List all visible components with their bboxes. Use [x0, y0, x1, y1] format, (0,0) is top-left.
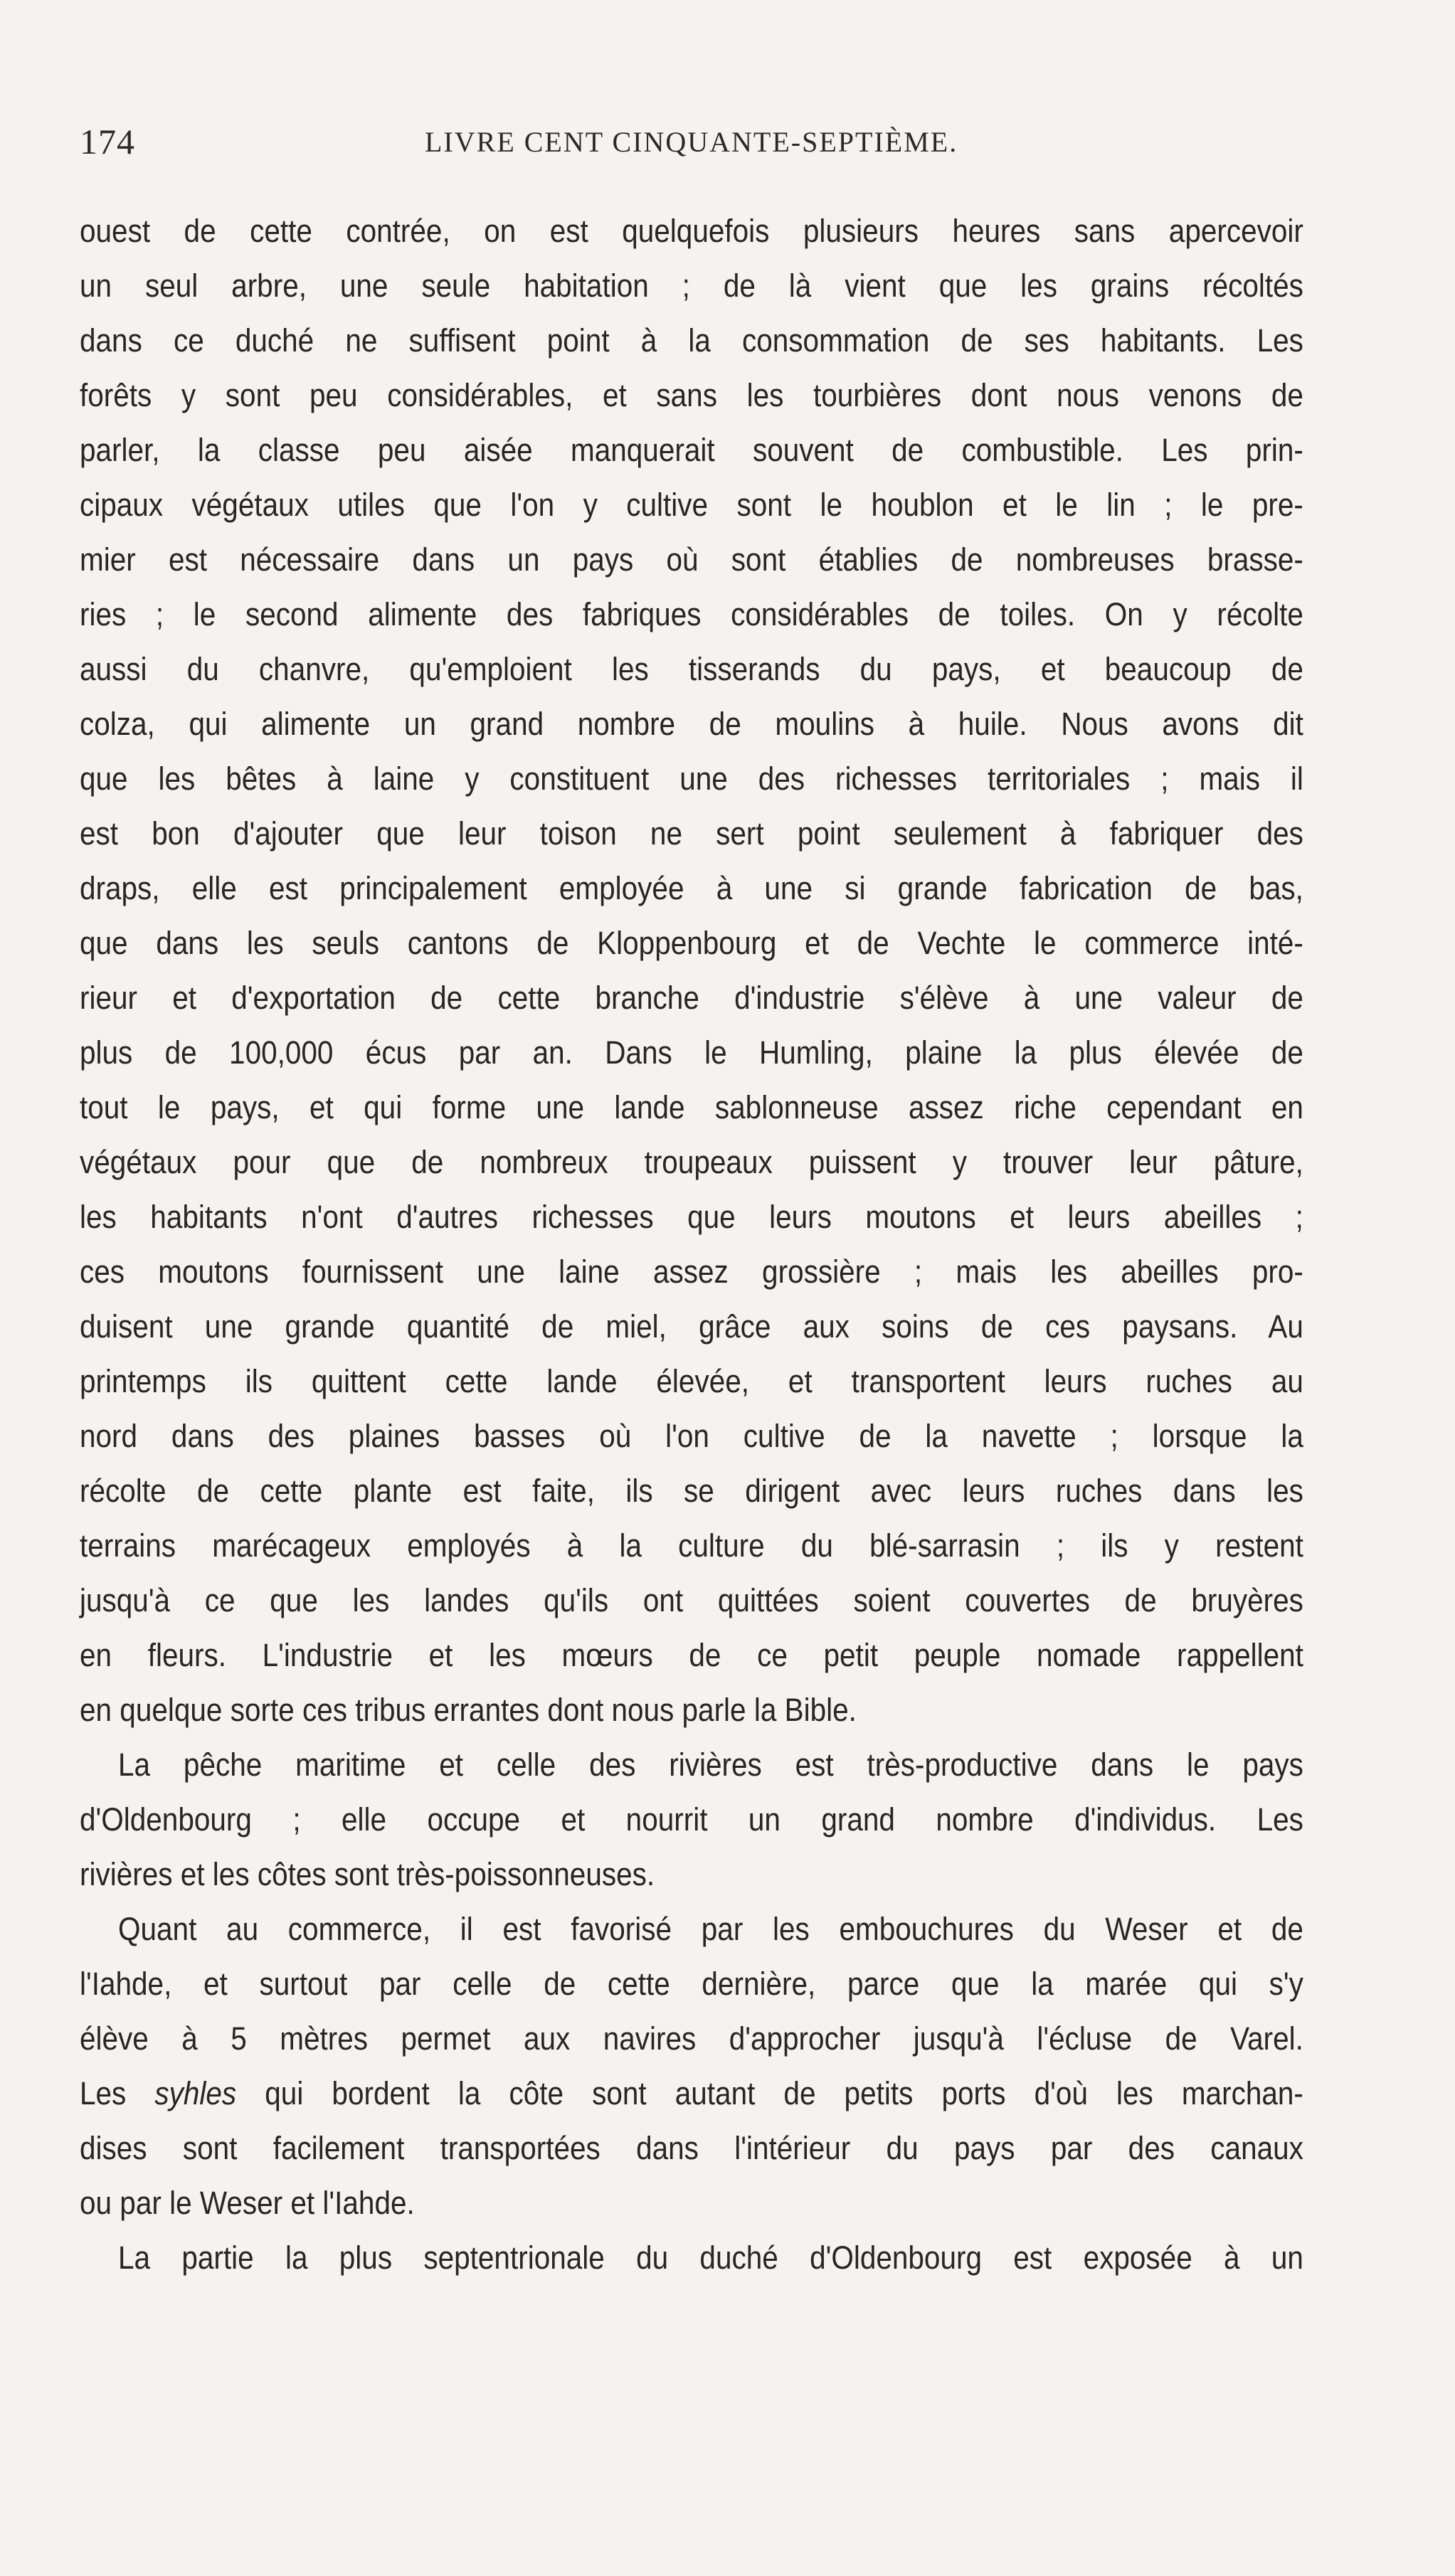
text-line: dans ce duché ne suffisent point à la consommation de ses habitants. Les	[80, 322, 1303, 359]
text-line: forêts y sont peu considérables, et sans les tourbières dont nous venons de	[80, 377, 1303, 413]
text-line: tout le pays, et qui forme une lande sablonneuse assez riche cependant en	[80, 1089, 1303, 1125]
text-line: cipaux végétaux utiles que l'on y cultive sont le houblon et le lin ; le pre-	[80, 487, 1303, 523]
text-line: végétaux pour que de nombreux troupeaux puissent y trouver leur pâture,	[80, 1144, 1303, 1180]
text-line: élève à 5 mètres permet aux navires d'approcher jusqu'à l'écluse de Varel.	[80, 2020, 1303, 2057]
text-line: terrains marécageux employés à la culture du blé-sarrasin ; ils y restent	[80, 1527, 1303, 1564]
text-line: l'Iahde, et surtout par celle de cette dernière, parce que la marée qui s'y	[80, 1966, 1303, 2002]
text-line: plus de 100,000 écus par an. Dans le Humling, plaine la plus élevée de	[80, 1034, 1303, 1071]
text-line: en fleurs. L'industrie et les mœurs de ce petit peuple nomade rappellent	[80, 1637, 1303, 1673]
text-line: printemps ils quittent cette lande élevée, et transportent leurs ruches au	[80, 1363, 1303, 1399]
text-line: d'Oldenbourg ; elle occupe et nourrit un grand nombre d'individus. Les	[80, 1801, 1303, 1838]
text-line: dises sont facilement transportées dans l'intérieur du pays par des canaux	[80, 2130, 1303, 2166]
paragraph-first-line: La partie la plus septentrionale du duché d'Oldenbourg est exposée à un	[118, 2240, 1303, 2276]
line-prefix: Les	[80, 2075, 155, 2111]
text-line: un seul arbre, une seule habitation ; de là vient que les grains récoltés	[80, 267, 1303, 304]
text-line: ries ; le second alimente des fabriques considérables de toiles. On y récolte	[80, 596, 1303, 632]
text-line: colza, qui alimente un grand nombre de moulins à huile. Nous avons dit	[80, 706, 1303, 742]
italic-term: syhles	[154, 2075, 237, 2111]
running-title: LIVRE CENT CINQUANTE-SEPTIÈME.	[425, 126, 958, 158]
paragraph-first-line: La pêche maritime et celle des rivières est très-productive dans le pays	[118, 1747, 1303, 1783]
text-line: les habitants n'ont d'autres richesses que leurs moutons et leurs abeilles ;	[80, 1199, 1303, 1235]
text-line-with-italic	[80, 2066, 1303, 2121]
text-line: draps, elle est principalement employée à une si grande fabrication de bas,	[80, 870, 1303, 906]
text-line: est bon d'ajouter que leur toison ne sert point seulement à fabriquer des	[80, 815, 1303, 852]
page-number: 174	[80, 122, 135, 161]
text-line: ouest de cette contrée, on est quelquefois plusieurs heures sans apercevoir	[80, 213, 1303, 249]
text-line: aussi du chanvre, qu'emploient les tisserands du pays, et beaucoup de	[80, 651, 1303, 687]
paragraph-first-line: Quant au commerce, il est favorisé par les embouchures du Weser et de	[118, 1911, 1303, 1947]
text-line: jusqu'à ce que les landes qu'ils ont quittées soient couvertes de bruyères	[80, 1582, 1303, 1618]
body-text	[80, 203, 1303, 2285]
text-line: récolte de cette plante est faite, ils se dirigent avec leurs ruches dans les	[80, 1473, 1303, 1509]
text-line: que dans les seuls cantons de Kloppenbourg et de Vechte le commerce inté-	[80, 925, 1303, 961]
text-line: nord dans des plaines basses où l'on cultive de la navette ; lorsque la	[80, 1418, 1303, 1454]
page-header	[80, 121, 1303, 178]
paragraph-last-line: ou par le Weser et l'Iahde.	[80, 2185, 415, 2221]
paragraph-last-line: rivières et les côtes sont très-poissonneuses.	[80, 1856, 655, 1892]
paragraph-last-line: en quelque sorte ces tribus errantes dont nous parle la Bible.	[80, 1692, 857, 1728]
text-line: que les bêtes à laine y constituent une des richesses territoriales ; mais il	[80, 760, 1303, 797]
text-line: mier est nécessaire dans un pays où sont établies de nombreuses brasse-	[80, 541, 1303, 578]
text-line: duisent une grande quantité de miel, grâce aux soins de ces paysans. Au	[80, 1308, 1303, 1345]
text-line: ces moutons fournissent une laine assez grossière ; mais les abeilles pro-	[80, 1253, 1303, 1290]
text-line: parler, la classe peu aisée manquerait souvent de combustible. Les prin-	[80, 432, 1303, 468]
line-rest: qui bordent la côte sont autant de petits ports d'où les marchan-	[265, 2075, 1303, 2111]
text-line: rieur et d'exportation de cette branche d'industrie s'élève à une valeur de	[80, 980, 1303, 1016]
